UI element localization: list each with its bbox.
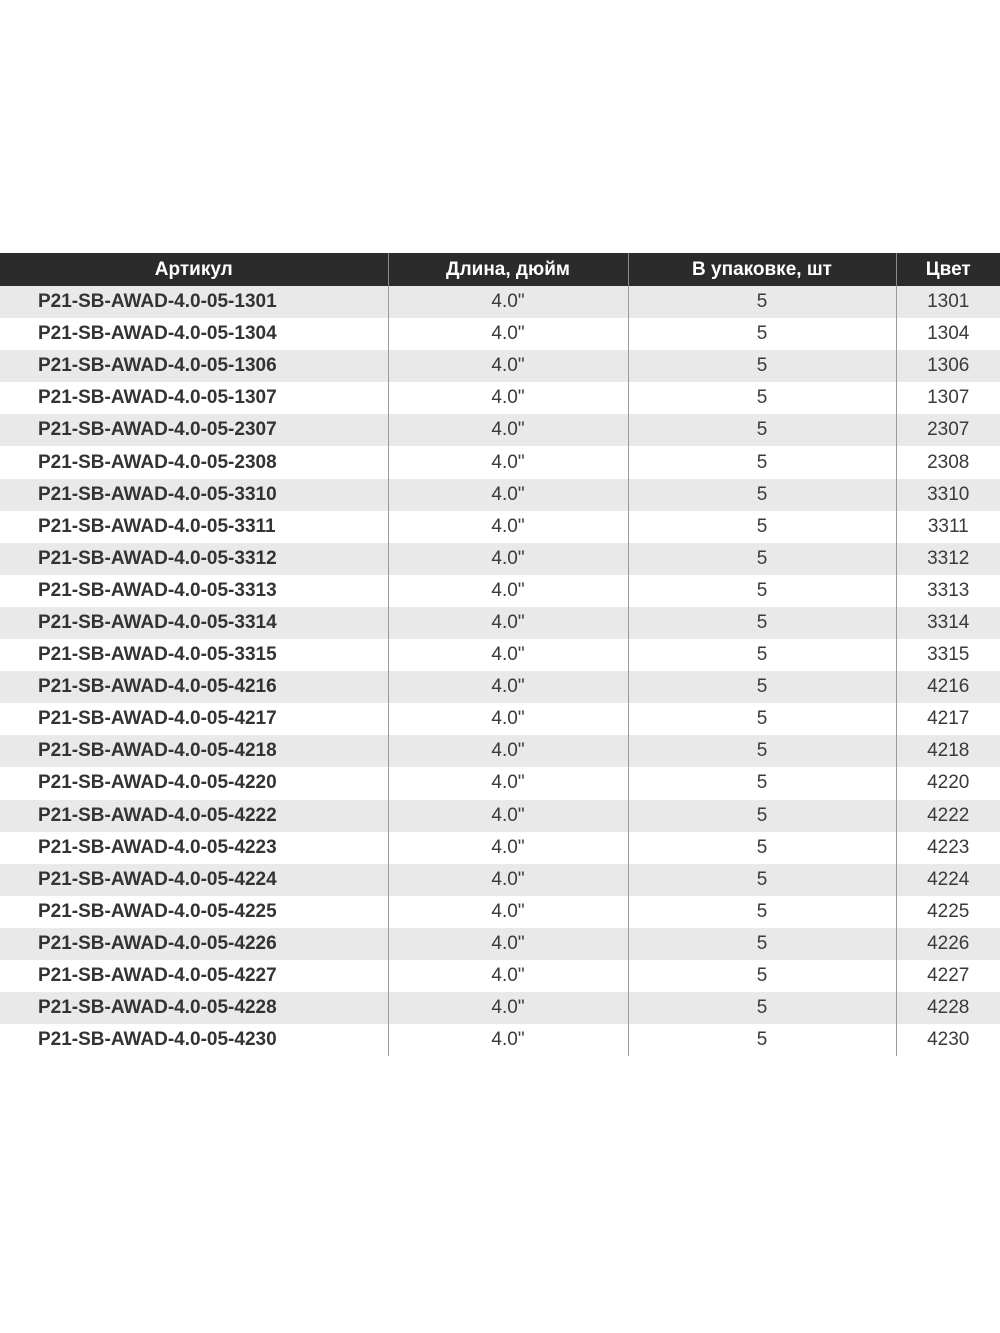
cell-color: 3310	[896, 479, 1000, 511]
cell-length: 4.0"	[388, 414, 628, 446]
cell-article: P21-SB-AWAD-4.0-05-4216	[0, 671, 388, 703]
cell-length: 4.0"	[388, 382, 628, 414]
cell-color: 2307	[896, 414, 1000, 446]
cell-pack-quantity: 5	[628, 703, 896, 735]
cell-length: 4.0"	[388, 446, 628, 478]
header-length: Длина, дюйм	[388, 253, 628, 286]
cell-pack-quantity: 5	[628, 607, 896, 639]
table-body	[0, 286, 1000, 1056]
header-row	[0, 253, 1000, 286]
cell-article: P21-SB-AWAD-4.0-05-2308	[0, 446, 388, 478]
cell-article: P21-SB-AWAD-4.0-05-3312	[0, 543, 388, 575]
cell-length: 4.0"	[388, 800, 628, 832]
cell-length: 4.0"	[388, 1024, 628, 1056]
cell-pack-quantity: 5	[628, 1024, 896, 1056]
cell-pack-quantity: 5	[628, 414, 896, 446]
table-row	[0, 735, 1000, 767]
cell-length: 4.0"	[388, 864, 628, 896]
product-table-container	[0, 253, 1000, 1056]
product-table	[0, 253, 1000, 1056]
cell-article: P21-SB-AWAD-4.0-05-4217	[0, 703, 388, 735]
cell-length: 4.0"	[388, 318, 628, 350]
cell-pack-quantity: 5	[628, 446, 896, 478]
header-pack-quantity: В упаковке, шт	[628, 253, 896, 286]
cell-pack-quantity: 5	[628, 864, 896, 896]
cell-length: 4.0"	[388, 350, 628, 382]
cell-color: 4217	[896, 703, 1000, 735]
table-row	[0, 928, 1000, 960]
cell-color: 1304	[896, 318, 1000, 350]
cell-color: 4220	[896, 767, 1000, 799]
table-row	[0, 543, 1000, 575]
cell-pack-quantity: 5	[628, 511, 896, 543]
cell-pack-quantity: 5	[628, 767, 896, 799]
cell-color: 4223	[896, 832, 1000, 864]
cell-article: P21-SB-AWAD-4.0-05-4218	[0, 735, 388, 767]
cell-length: 4.0"	[388, 543, 628, 575]
cell-pack-quantity: 5	[628, 286, 896, 318]
cell-pack-quantity: 5	[628, 832, 896, 864]
cell-article: P21-SB-AWAD-4.0-05-4225	[0, 896, 388, 928]
cell-article: P21-SB-AWAD-4.0-05-4222	[0, 800, 388, 832]
cell-pack-quantity: 5	[628, 928, 896, 960]
cell-length: 4.0"	[388, 735, 628, 767]
cell-article: P21-SB-AWAD-4.0-05-1306	[0, 350, 388, 382]
table-row	[0, 767, 1000, 799]
cell-article: P21-SB-AWAD-4.0-05-3310	[0, 479, 388, 511]
cell-article: P21-SB-AWAD-4.0-05-1301	[0, 286, 388, 318]
cell-color: 1301	[896, 286, 1000, 318]
table-row	[0, 318, 1000, 350]
table-row	[0, 446, 1000, 478]
cell-article: P21-SB-AWAD-4.0-05-3314	[0, 607, 388, 639]
cell-article: P21-SB-AWAD-4.0-05-2307	[0, 414, 388, 446]
cell-article: P21-SB-AWAD-4.0-05-3311	[0, 511, 388, 543]
table-row	[0, 671, 1000, 703]
cell-color: 3314	[896, 607, 1000, 639]
cell-article: P21-SB-AWAD-4.0-05-3313	[0, 575, 388, 607]
cell-color: 1306	[896, 350, 1000, 382]
table-row	[0, 832, 1000, 864]
table-row	[0, 350, 1000, 382]
cell-pack-quantity: 5	[628, 735, 896, 767]
cell-pack-quantity: 5	[628, 318, 896, 350]
cell-length: 4.0"	[388, 479, 628, 511]
cell-length: 4.0"	[388, 703, 628, 735]
cell-article: P21-SB-AWAD-4.0-05-4224	[0, 864, 388, 896]
table-row	[0, 575, 1000, 607]
cell-pack-quantity: 5	[628, 543, 896, 575]
cell-length: 4.0"	[388, 607, 628, 639]
cell-length: 4.0"	[388, 511, 628, 543]
cell-length: 4.0"	[388, 992, 628, 1024]
table-row	[0, 382, 1000, 414]
table-row	[0, 511, 1000, 543]
table-row	[0, 414, 1000, 446]
table-row	[0, 479, 1000, 511]
cell-pack-quantity: 5	[628, 350, 896, 382]
cell-article: P21-SB-AWAD-4.0-05-3315	[0, 639, 388, 671]
table-row	[0, 286, 1000, 318]
table-row	[0, 703, 1000, 735]
table-row	[0, 864, 1000, 896]
header-color: Цвет	[896, 253, 1000, 286]
cell-pack-quantity: 5	[628, 992, 896, 1024]
cell-color: 3311	[896, 511, 1000, 543]
cell-color: 3315	[896, 639, 1000, 671]
cell-article: P21-SB-AWAD-4.0-05-4226	[0, 928, 388, 960]
cell-article: P21-SB-AWAD-4.0-05-4228	[0, 992, 388, 1024]
cell-article: P21-SB-AWAD-4.0-05-1304	[0, 318, 388, 350]
table-row	[0, 960, 1000, 992]
table-row	[0, 896, 1000, 928]
cell-length: 4.0"	[388, 960, 628, 992]
cell-pack-quantity: 5	[628, 671, 896, 703]
cell-pack-quantity: 5	[628, 575, 896, 607]
cell-color: 2308	[896, 446, 1000, 478]
cell-pack-quantity: 5	[628, 896, 896, 928]
cell-pack-quantity: 5	[628, 800, 896, 832]
cell-color: 1307	[896, 382, 1000, 414]
cell-article: P21-SB-AWAD-4.0-05-4227	[0, 960, 388, 992]
cell-pack-quantity: 5	[628, 479, 896, 511]
cell-pack-quantity: 5	[628, 639, 896, 671]
table-row	[0, 992, 1000, 1024]
table-header	[0, 253, 1000, 286]
cell-length: 4.0"	[388, 832, 628, 864]
cell-color: 4230	[896, 1024, 1000, 1056]
cell-color: 4226	[896, 928, 1000, 960]
table-row	[0, 800, 1000, 832]
cell-length: 4.0"	[388, 286, 628, 318]
cell-color: 4216	[896, 671, 1000, 703]
cell-color: 3313	[896, 575, 1000, 607]
cell-color: 4228	[896, 992, 1000, 1024]
cell-article: P21-SB-AWAD-4.0-05-4220	[0, 767, 388, 799]
cell-color: 4227	[896, 960, 1000, 992]
table-row	[0, 639, 1000, 671]
cell-article: P21-SB-AWAD-4.0-05-4223	[0, 832, 388, 864]
cell-length: 4.0"	[388, 639, 628, 671]
cell-color: 4225	[896, 896, 1000, 928]
header-article: Артикул	[0, 253, 388, 286]
cell-color: 4218	[896, 735, 1000, 767]
table-row	[0, 1024, 1000, 1056]
cell-length: 4.0"	[388, 767, 628, 799]
cell-color: 4224	[896, 864, 1000, 896]
cell-length: 4.0"	[388, 575, 628, 607]
cell-color: 4222	[896, 800, 1000, 832]
cell-length: 4.0"	[388, 671, 628, 703]
cell-pack-quantity: 5	[628, 960, 896, 992]
table-row	[0, 607, 1000, 639]
cell-pack-quantity: 5	[628, 382, 896, 414]
cell-length: 4.0"	[388, 928, 628, 960]
cell-color: 3312	[896, 543, 1000, 575]
cell-article: P21-SB-AWAD-4.0-05-1307	[0, 382, 388, 414]
cell-article: P21-SB-AWAD-4.0-05-4230	[0, 1024, 388, 1056]
cell-length: 4.0"	[388, 896, 628, 928]
